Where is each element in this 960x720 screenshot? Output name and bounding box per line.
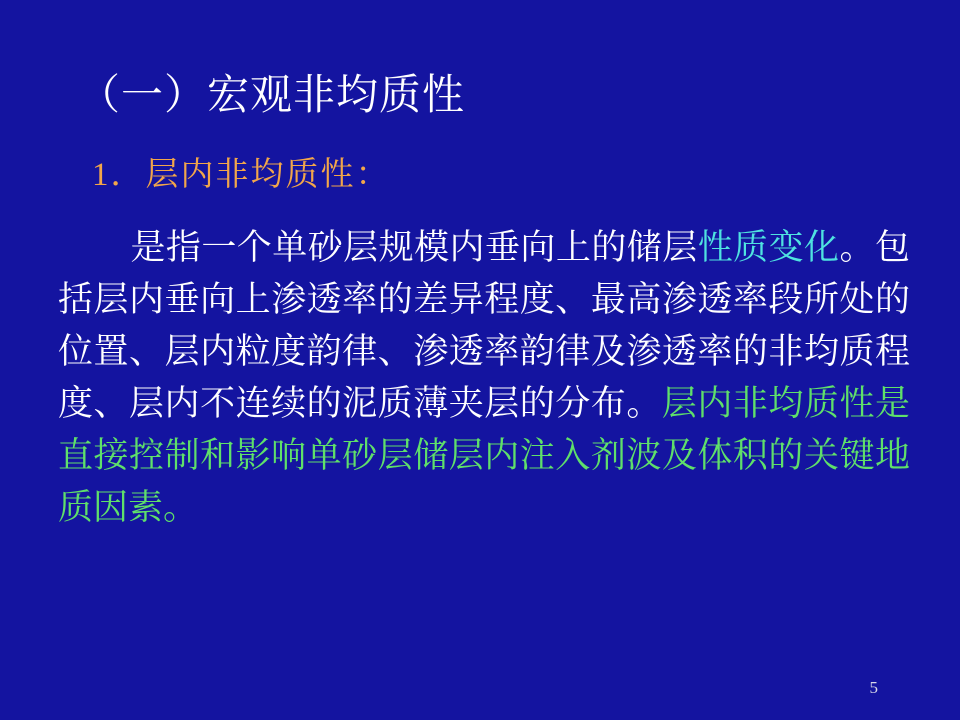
page-number: 5 <box>869 678 878 697</box>
body-segment-4-highlight: 层内非均质性是直接控制和影响单砂层储层内注入剂波及体积的关键地质因素。 <box>58 384 910 527</box>
body-segment-1: 是指一个单砂层规模内垂向上的储层 <box>130 228 698 267</box>
slide-title: （一）宏观非均质性 <box>78 73 466 119</box>
body-segment-2-highlight: 性质变化 <box>697 228 840 267</box>
body-segment-3: 。包括层内垂向上渗透率的差异程度、最高渗透率段所处的位置、层内粒度韵律、渗透率韵律及渗透率的非均质程度、层内不连续的泥质薄夹层的分布。 <box>58 228 910 423</box>
slide-body <box>58 222 910 534</box>
slide-subtitle: 1．层内非均质性： <box>92 157 391 193</box>
